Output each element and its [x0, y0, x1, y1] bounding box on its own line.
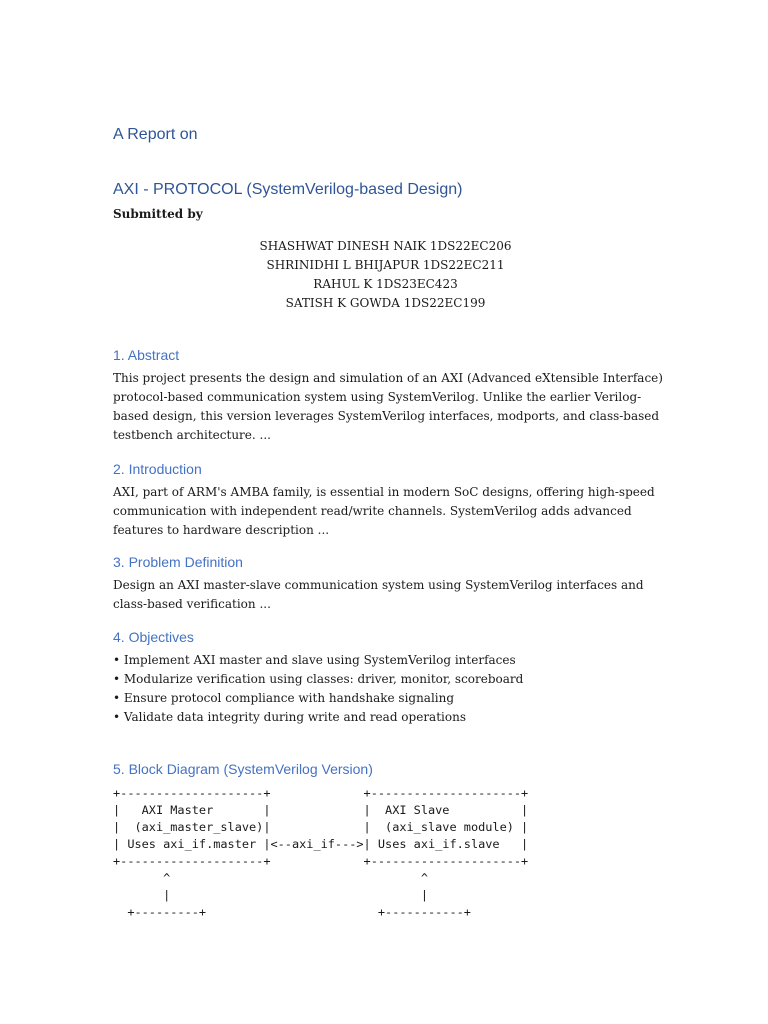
diagram-line: | Uses axi_if.master |<--axi_if--->| Uses axi_if.slave | [113, 837, 529, 851]
author-line: SHRINIDHI L BHIJAPUR 1DS22EC211 [266, 258, 505, 272]
text-line: protocol-based communication system using SystemVerilog. Unlike the earlier Verilog- [113, 390, 642, 404]
report-heading: A Report on [113, 126, 198, 143]
text-line: AXI, part of ARM's AMBA family, is essential in modern SoC designs, offering high-speed [113, 485, 655, 499]
report-title: AXI - PROTOCOL (SystemVerilog-based Design) [113, 181, 463, 198]
author-line: SHASHWAT DINESH NAIK 1DS22EC206 [259, 239, 512, 253]
text-line: based design, this version leverages SystemVerilog interfaces, modports, and class-based [113, 409, 660, 423]
text-line: class-based verification ... [113, 597, 271, 611]
ascii-block-diagram [113, 785, 528, 921]
abstract-heading: 1. Abstract [113, 347, 180, 363]
text-line: testbench architecture. ... [113, 428, 271, 442]
diagram-line: | | [113, 888, 428, 902]
introduction-heading: 2. Introduction [113, 461, 202, 477]
list-item: • Modularize verification using classes: driver, monitor, scoreboard [113, 672, 524, 686]
diagram-line: +--------------------+ +---------------------+ [113, 854, 529, 868]
block-diagram-heading: 5. Block Diagram (SystemVerilog Version) [113, 761, 373, 777]
author-line: RAHUL K 1DS23EC423 [313, 277, 458, 291]
objectives-heading: 4. Objectives [113, 629, 194, 645]
list-item: • Validate data integrity during write and read operations [113, 710, 466, 724]
objectives-list [113, 651, 653, 727]
diagram-line: ^ ^ [113, 871, 428, 885]
list-item: • Ensure protocol compliance with handshake signaling [113, 691, 455, 705]
text-line: This project presents the design and simulation of an AXI (Advanced eXtensible Interface) [113, 371, 663, 385]
text-line: features to hardware description ... [113, 523, 330, 537]
diagram-line: | (axi_master_slave)| | (axi_slave module) | [113, 820, 529, 834]
author-list [113, 237, 658, 313]
author-line: SATISH K GOWDA 1DS22EC199 [285, 296, 486, 310]
abstract-text [113, 369, 663, 445]
diagram-line: +---------+ +-----------+ [113, 905, 471, 919]
text-line: Design an AXI master-slave communication system using SystemVerilog interfaces and [113, 578, 644, 592]
text-line: communication with independent read/write channels. SystemVerilog adds advanced [113, 504, 632, 518]
problem-definition-text [113, 576, 653, 614]
submitted-by-label: Submitted by [113, 207, 203, 221]
list-item: • Implement AXI master and slave using SystemVerilog interfaces [113, 653, 516, 667]
diagram-line: +--------------------+ +---------------------+ [113, 786, 529, 800]
diagram-line: | AXI Master | | AXI Slave | [113, 803, 529, 817]
introduction-text [113, 483, 653, 540]
problem-definition-heading: 3. Problem Definition [113, 554, 243, 570]
